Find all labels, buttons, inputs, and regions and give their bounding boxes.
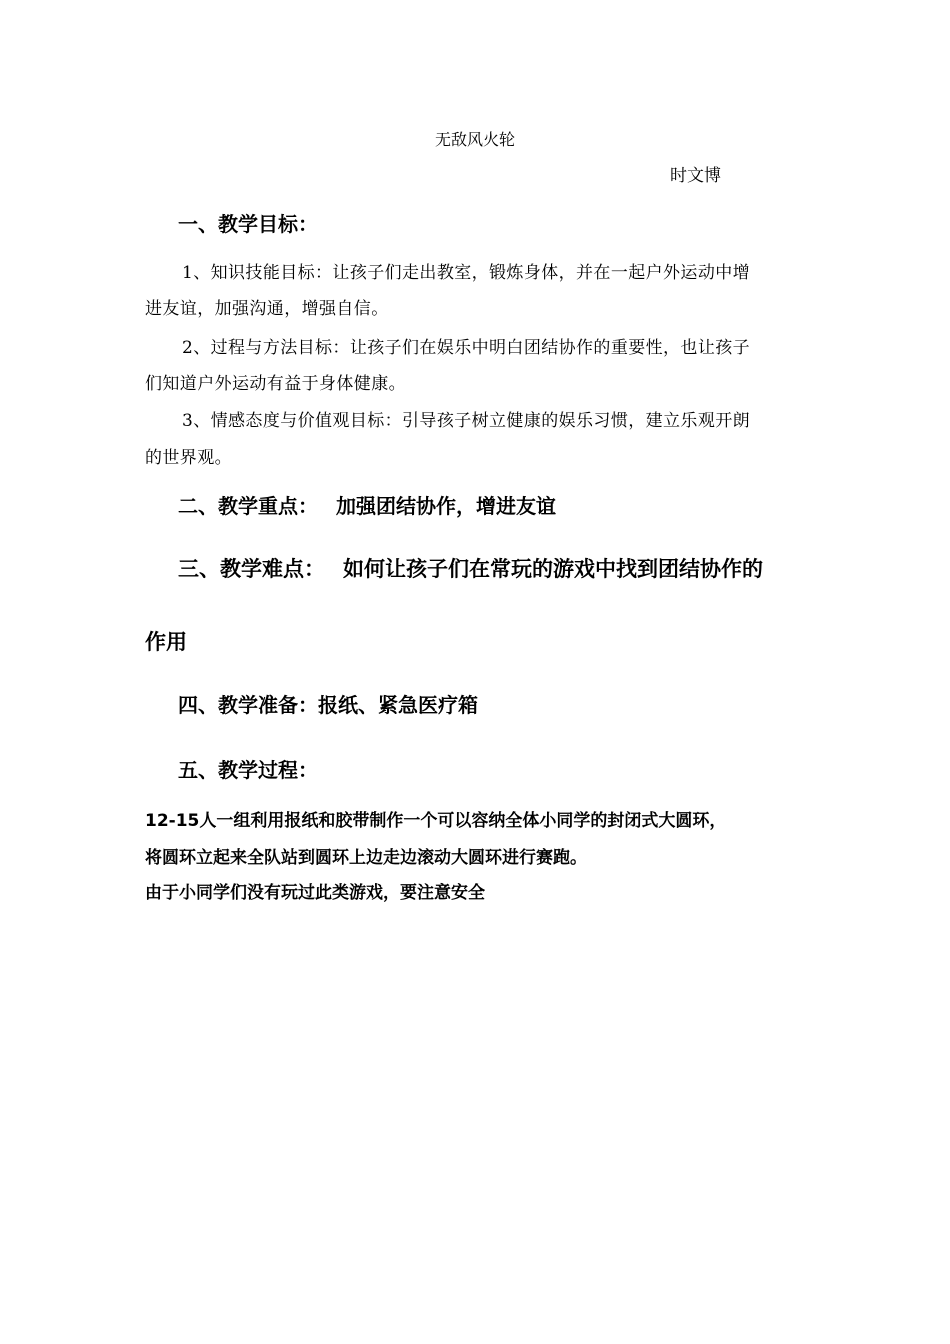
process-line-3: 由于小同学们没有玩过此类游戏，要注意安全 <box>145 883 485 903</box>
goal-3-line-2: 的世界观。 <box>145 448 232 468</box>
process-line-1: 12-15人一组利用报纸和胶带制作一个可以容纳全体小同学的封闭式大圆环， <box>145 811 727 831</box>
author-name: 时文博 <box>670 166 721 186</box>
process-line-2: 将圆环立起来全队站到圆环上边走边滚动大圆环进行赛跑。 <box>145 848 587 868</box>
section-2-row <box>178 490 556 519</box>
section-2-heading: 二、教学重点： <box>178 494 318 518</box>
document-title: 无敌风火轮 <box>434 130 515 149</box>
goal-1-line-2: 进友谊，加强沟通，增强自信。 <box>145 299 389 319</box>
goal-1-line-1: 1、知识技能目标：让孩子们走出教室，锻炼身体，并在一起户外运动中增 <box>182 263 751 283</box>
section-3-heading: 三、教学难点： <box>178 557 325 581</box>
section-4-row <box>178 689 478 718</box>
section-1-heading: 一、教学目标： <box>178 212 318 236</box>
section-5-heading: 五、教学过程： <box>178 758 318 782</box>
section-3-content-continued: 作用 <box>145 630 187 654</box>
section-4-content: 报纸、紧急医疗箱 <box>318 693 478 717</box>
goal-2-line-1: 2、过程与方法目标：让孩子们在娱乐中明白团结协作的重要性，也让孩子 <box>182 338 751 358</box>
section-3-content: 如何让孩子们在常玩的游戏中找到团结协作的 <box>343 557 763 581</box>
goal-3-line-1: 3、情感态度与价值观目标：引导孩子树立健康的娱乐习惯，建立乐观开朗 <box>182 411 751 431</box>
section-2-content: 加强团结协作，增进友谊 <box>336 494 556 518</box>
section-4-heading: 四、教学准备： <box>178 693 318 717</box>
section-3-row <box>178 553 763 583</box>
goal-2-line-2: 们知道户外运动有益于身体健康。 <box>145 374 406 394</box>
